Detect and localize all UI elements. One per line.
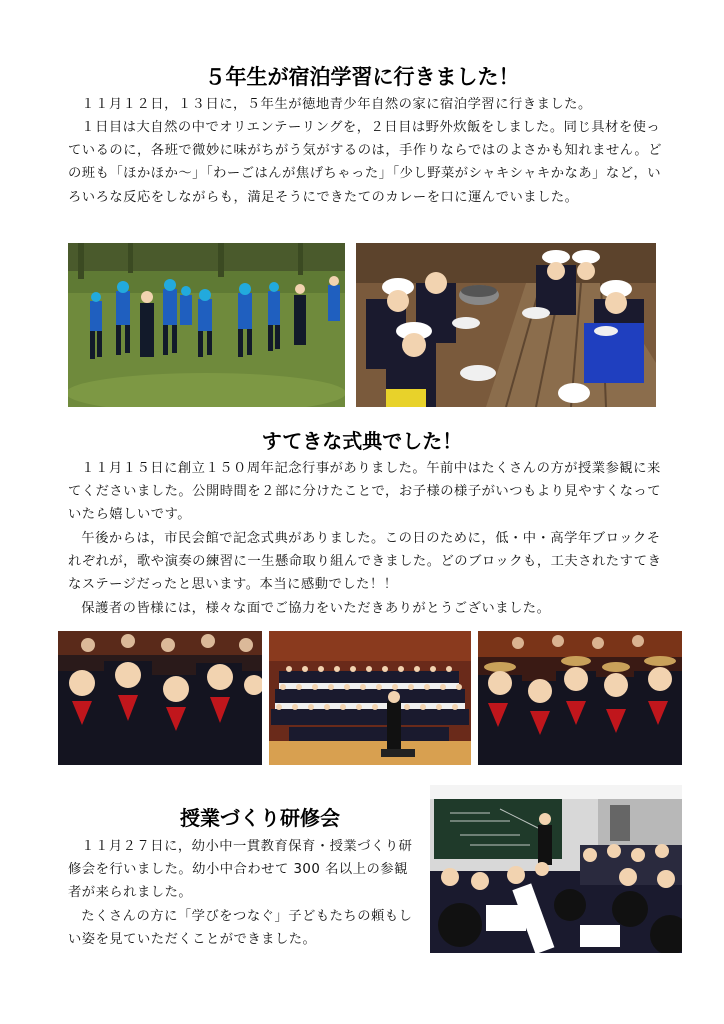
training-classroom-photo — [430, 785, 682, 953]
ceremony-choir-closeup-photo — [58, 631, 262, 765]
article2-para2: 午後からは，市民会館で記念式典がありました。この日のために，低・中・高学年ブロックそれぞれが，歌や演奏の練習に一生懸命取り組んできました。どのブロックも，工夫されたすてきなステージだったと思います。本当に感動でした！！ — [68, 531, 662, 593]
article2-para1: １１月１５日に創立１５０周年記念行事がありました。午前中はたくさんの方が授業参観に来てくださいました。公開時間を２部に分けたことで，お子様の様子がいつもより見やすくなっていたら嬉しいです。 — [68, 461, 661, 523]
article1-para2: １日目は大自然の中でオリエンテーリングを，２日目は野外炊飯をしました。同じ具材を使っているのに，各班で微妙に味がちがう気がするのは，手作りならではのよさかも知れません。どの班も「ほかほか～」「わーごはんが焦げちゃった」「少し野菜がシャキシャキかなあ」など，いろいろな反応をしながらも，満足そうにできたてのカレーを口に運んでいました。 — [68, 120, 662, 205]
article3-para1: １１月２７日に，幼小中一貫教育保育・授業づくり研修会を行いました。幼小中合わせて 300 名以上の参観者が来られました。 — [68, 839, 413, 901]
ceremony-stage-photo — [269, 631, 471, 765]
article3-title: 授業づくり研修会 — [180, 806, 340, 830]
article2-title: すてきな式典でした！ — [261, 429, 463, 453]
article2-para3: 保護者の皆様には，様々な面でご協力をいただきありがとうございました。 — [81, 601, 551, 616]
outdoor-cooking-photo — [356, 243, 656, 407]
orienteering-photo — [68, 243, 345, 407]
ceremony-performance-photo — [478, 631, 682, 765]
article1-para1: １１月１２日，１３日に，５年生が徳地青少年自然の家に宿泊学習に行きました。 — [81, 97, 592, 112]
article3-para2: たくさんの方に「学びをつなぐ」子どもたちの頼もしい姿を見ていただくことができました。 — [68, 909, 413, 948]
article1-title: ５年生が宿泊学習に行きました！ — [204, 65, 520, 89]
